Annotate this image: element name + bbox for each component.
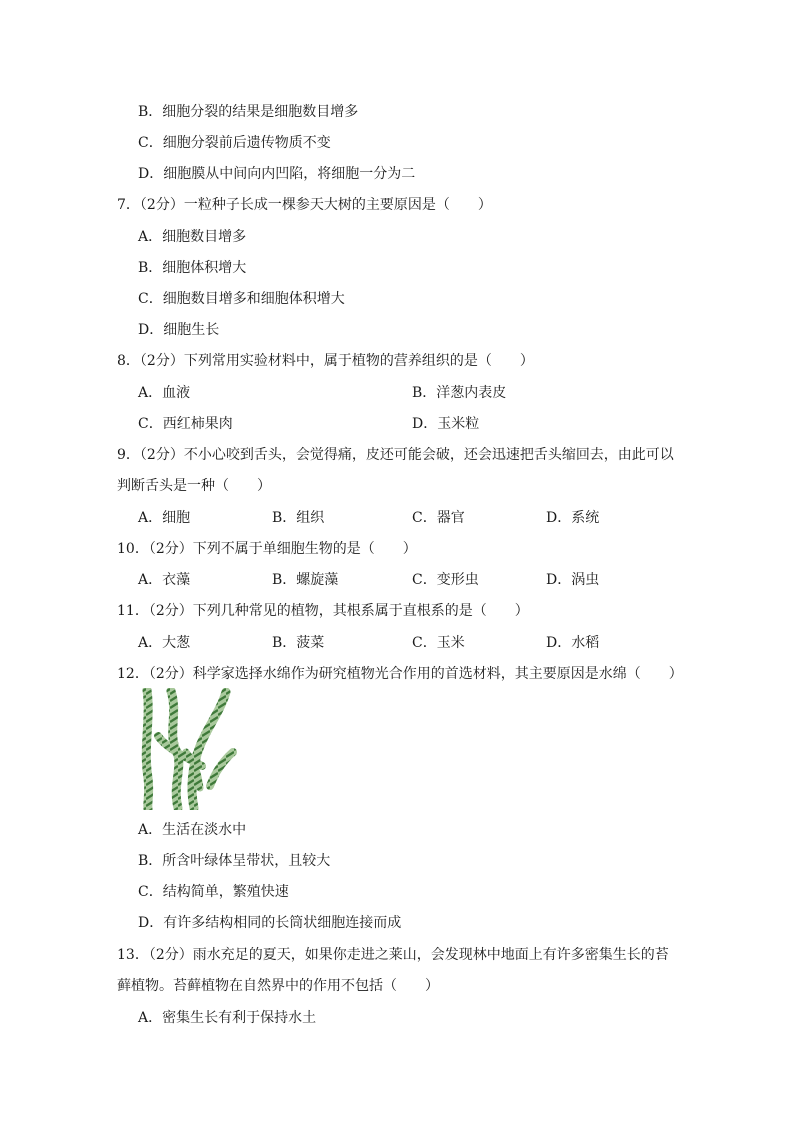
option-b: B．细胞分裂的结果是细胞数目增多 [138,104,359,120]
q10-option-c: C．变形虫 [412,572,479,588]
q9-option-b: B．组织 [272,510,325,526]
spirogyra-filaments-illustration [138,688,238,810]
filament-3 [192,692,226,808]
q11-option-d: D．水稻 [546,635,600,651]
q9-option-a: A．细胞 [138,510,191,526]
question-7-stem: 7．（2分）一粒种子长成一棵参天大树的主要原因是（ ） [117,197,492,213]
filament-5 [210,752,233,786]
question-9-stem-line-1: 9．（2分）不小心咬到舌头，会觉得痛，皮还可能会破，还会迅速把舌头缩回去，由此可以 [117,447,674,463]
q10-option-d: D．涡虫 [546,572,600,588]
q12-option-d: D．有许多结构相同的长筒状细胞连接而成 [138,915,402,931]
q13-option-a: A．密集生长有利于保持水土 [138,1010,317,1026]
q10-option-b: B．螺旋藻 [272,572,339,588]
question-11-stem: 11．（2分）下列几种常见的植物，其根系属于直根系的是（ ） [117,603,529,619]
q10-option-a: A．衣藻 [138,572,191,588]
q7-option-b: B．细胞体积增大 [138,260,247,276]
question-9-stem-line-2: 判断舌头是一种（ ） [117,478,271,494]
q12-option-a: A．生活在淡水中 [138,822,247,838]
q7-option-c: C．细胞数目增多和细胞体积增大 [138,291,345,307]
filament-1 [146,690,148,809]
q11-option-c: C．玉米 [412,635,465,651]
q8-option-c: C．西红柿果肉 [138,416,233,432]
q7-option-a: A．细胞数目增多 [138,229,247,245]
option-d: D．细胞膜从中间向内凹陷，将细胞一分为二 [138,166,416,182]
option-c: C．细胞分裂前后遗传物质不变 [138,135,331,151]
question-12-stem: 12．（2分）科学家选择水绵作为研究植物光合作用的首选材料，其主要原因是水绵（ ） [117,666,683,682]
q9-option-c: C．器官 [412,510,465,526]
q12-option-b: B．所含叶绿体呈带状，且较大 [138,853,331,869]
q9-option-d: D．系统 [546,510,600,526]
question-13-stem-line-1: 13．（2分）雨水充足的夏天，如果你走进之莱山，会发现林中地面上有许多密集生长的苔 [117,947,669,963]
q11-option-b: B．菠菜 [272,635,325,651]
question-13-stem-line-2: 藓植物。苔藓植物在自然界中的作用不包括（ ） [117,978,439,994]
spirogyra-figure [138,688,238,810]
q12-option-c: C．结构简单，繁殖快速 [138,884,289,900]
question-8-stem: 8．（2分）下列常用实验材料中，属于植物的营养组织的是（ ） [117,353,534,369]
q11-option-a: A．大葱 [138,635,191,651]
q7-option-d: D．细胞生长 [138,322,220,338]
q8-option-b: B．洋葱内表皮 [412,385,507,401]
question-10-stem: 10．（2分）下列不属于单细胞生物的是（ ） [117,541,417,557]
q8-option-d: D．玉米粒 [412,416,480,432]
q8-option-a: A．血液 [138,385,191,401]
